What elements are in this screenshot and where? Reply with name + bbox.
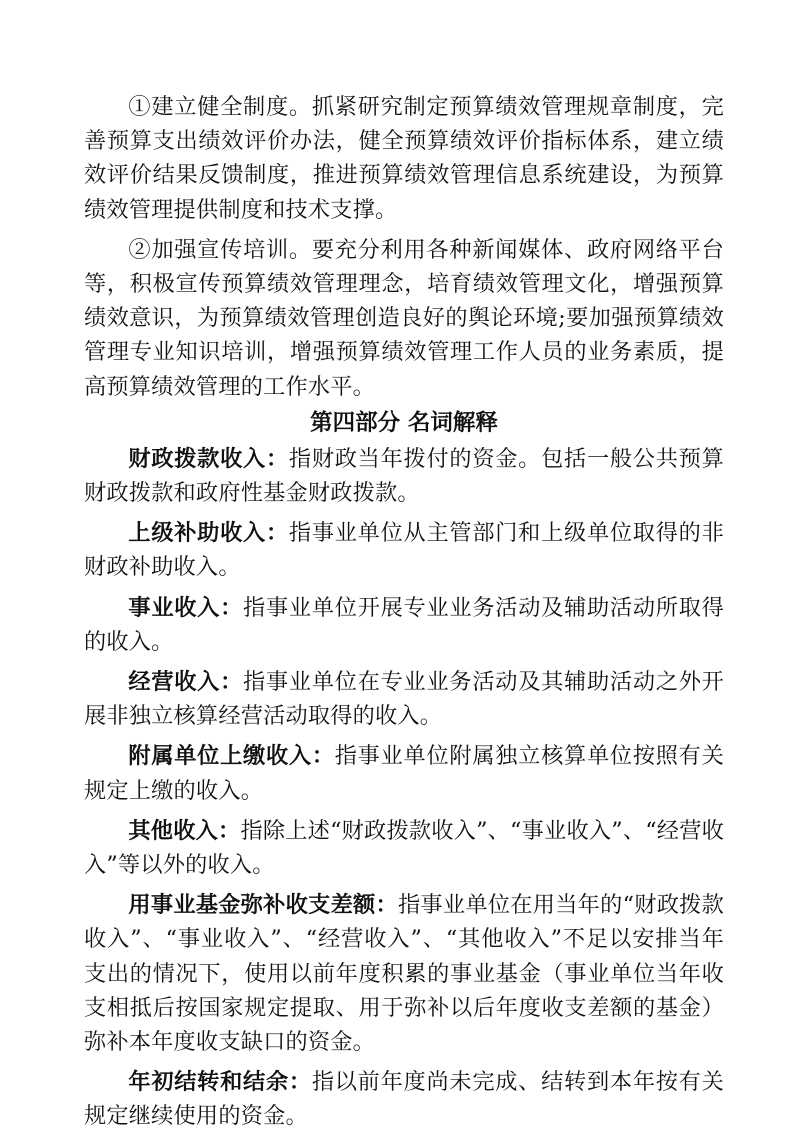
term-label: 财政拨款收入： [128, 445, 289, 472]
definition-other-income [84, 814, 724, 882]
definition-superior-subsidy [84, 516, 724, 584]
term-definition: 指事业单位开展专业业务活动及辅助活动所取得的收入。 [84, 594, 725, 655]
definition-operating-income [84, 665, 724, 733]
term-definition: 指以前年度尚未完成、结转到本年按有关规定继续使用的资金。 [84, 1069, 724, 1130]
term-definition: 指事业单位在专业业务活动及其辅助活动之外开展非独立核算经营活动取得的收入。 [84, 669, 725, 730]
definition-fiscal-appropriation [84, 442, 724, 510]
definition-affiliate-remittance [84, 739, 724, 807]
term-label: 附属单位上缴收入： [128, 743, 335, 770]
page-content [84, 90, 724, 1134]
term-definition: 指财政当年拨付的资金。包括一般公共预算财政拨款和政府性基金财政拨款。 [84, 445, 724, 507]
term-label: 年初结转和结余： [128, 1069, 312, 1096]
term-label: 经营收入： [128, 669, 244, 696]
term-definition: 指事业单位附属独立核算单位按照有关规定上缴的收入。 [84, 743, 724, 804]
term-label: 其他收入： [128, 817, 241, 844]
definition-fund-offset [84, 888, 724, 1059]
term-definition: 指事业单位在用当年的“财政拨款收入”、“事业收入”、“经营收入”、“其他收入”不足以安排当年支出的情况下，使用以前年度积累的事业基金（事业单位当年收支相抵后按国家规定提取、用于弥补以后年度收支差额的基金）弥补本年度收支缺口的资金。 [84, 892, 725, 1056]
term-label: 上级补助收入： [128, 520, 289, 547]
term-definition: 指除上述“财政拨款收入”、“事业收入”、“经营收入”等以外的收入。 [84, 817, 725, 879]
term-label: 用事业基金弥补收支差额： [128, 892, 398, 919]
section-title: 第四部分 名词解释 [310, 409, 498, 436]
term-label: 事业收入： [128, 594, 244, 621]
term-definition: 指事业单位从主管部门和上级单位取得的非财政补助收入。 [84, 520, 724, 581]
paragraph-publicity-training: ②加强宣传培训。要充分利用各种新闻媒体、政府网络平台等，积极宣传预算绩效管理理念，培育绩效管理文化，增强预算绩效意识，为预算绩效管理创造良好的舆论环境;要加强预算绩效管理专业知识培训，增强预算绩效管理工作人员的业务素质，提高预算绩效管理的工作水平。 [84, 236, 724, 400]
paragraph-establish-system: ①建立健全制度。抓紧研究制定预算绩效管理规章制度，完善预算支出绩效评价办法，健全预算绩效评价指标体系，建立绩效评价结果反馈制度，推进预算绩效管理信息系统建设，为预算绩效管理提供制度和技术支撑。 [84, 94, 724, 223]
definition-business-income [84, 591, 724, 659]
definition-carryover-balance [84, 1065, 724, 1133]
